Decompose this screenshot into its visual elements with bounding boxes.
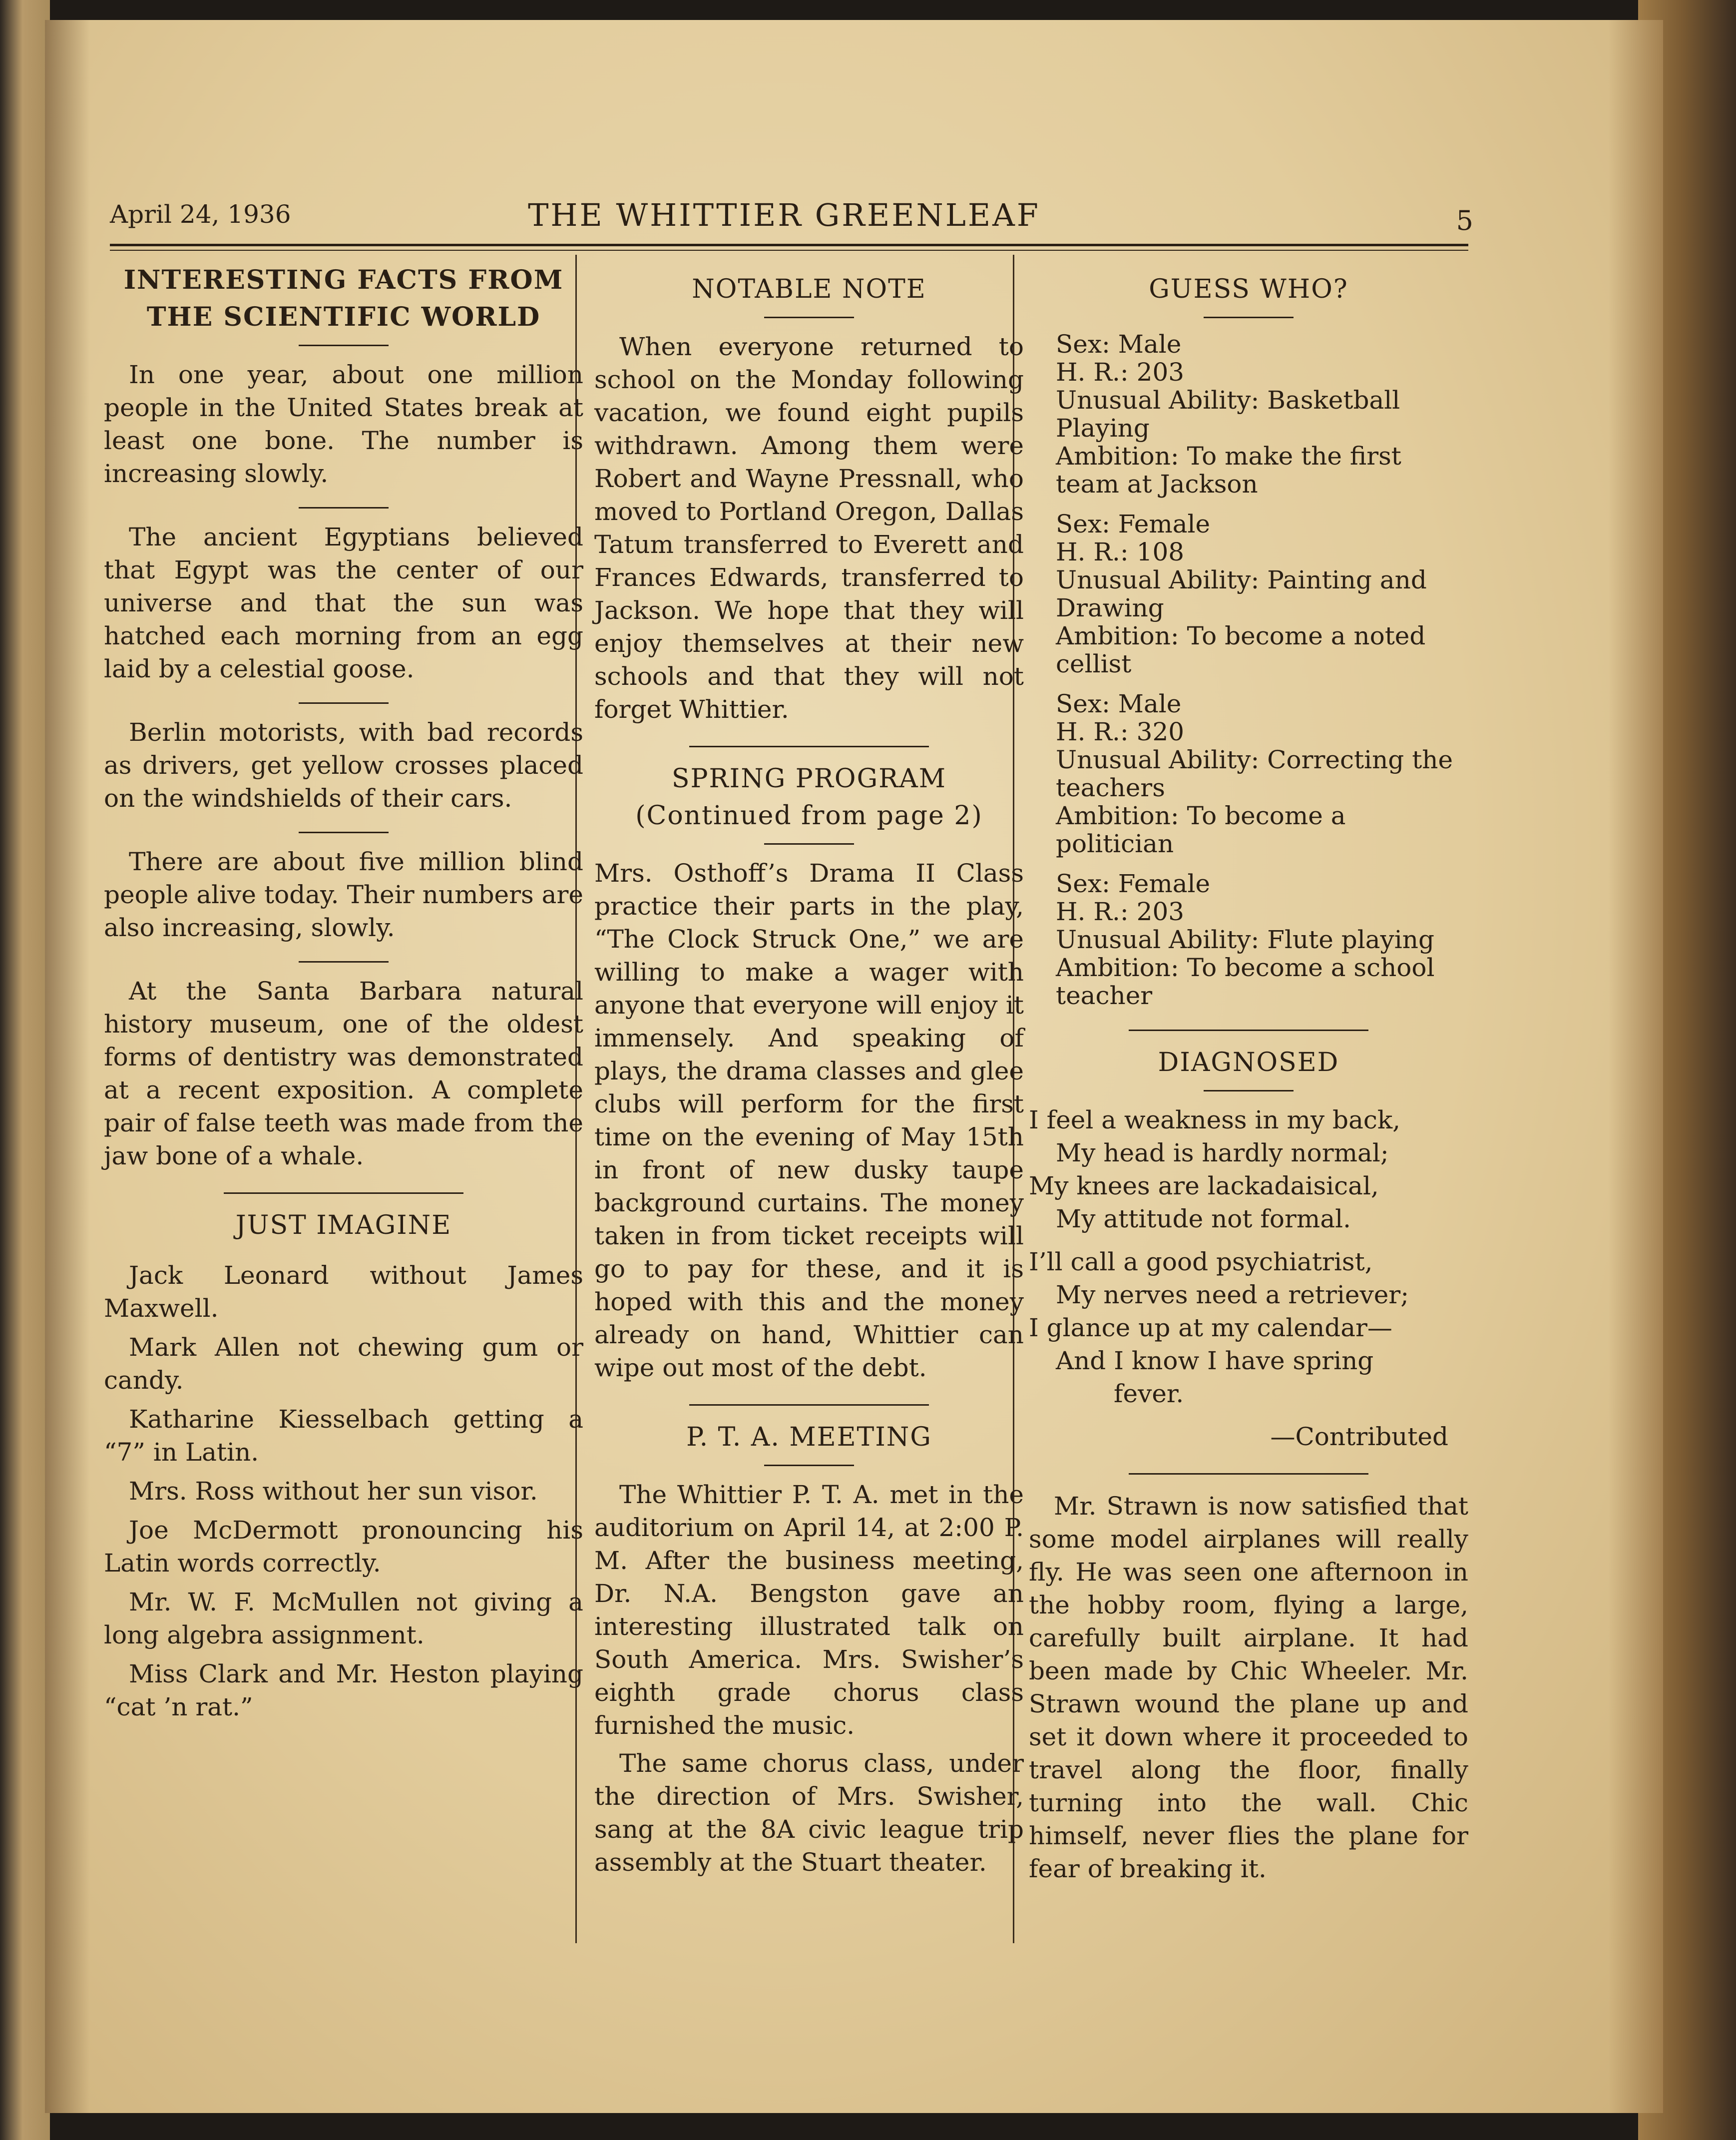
poem-line: My head is hardly normal; [1056, 1138, 1389, 1167]
divider [1204, 317, 1294, 318]
imagine-item: Mark Allen not chewing gum or candy. [104, 1333, 583, 1395]
spring-heading: SPRING PROGRAM [671, 764, 947, 794]
pta-paragraph: The Whittier P. T. A. met in the auditorium on April 14, at 2:00 P. M. After the business meeting, Dr. N.A. Bengston gave an interesting illustrated talk on South America. Mrs. Swisher’s eighth grade chorus class furnished the music. [594, 1480, 1024, 1740]
poem-line: My attitude not formal. [1056, 1204, 1351, 1233]
guess-ambition: Ambition: To make the first team at Jackson [1056, 442, 1401, 499]
fact-paragraph: The ancient Egyptians believed that Egypt was the center of our universe and that the sun was hatched each morning from an egg laid by a celestial goose. [104, 523, 583, 683]
imagine-item: Joe McDermott pronouncing his Latin words correctly. [104, 1516, 583, 1578]
divider [1204, 1090, 1294, 1091]
article-guess-who [1029, 273, 1468, 1010]
guess-entry [1029, 870, 1468, 1010]
imagine-item: Mrs. Ross without her sun visor. [129, 1477, 538, 1506]
divider [299, 507, 389, 509]
masthead-date: April 24, 1936 [110, 200, 291, 229]
column-1 [104, 260, 583, 1729]
guess-sex: Sex: Female [1056, 869, 1211, 898]
guess-homeroom: H. R.: 203 [1056, 897, 1185, 926]
guess-entry [1029, 330, 1468, 498]
poem-line: I’ll call a good psychiatrist, [1029, 1247, 1373, 1276]
section-divider [1129, 1030, 1368, 1031]
spring-subheading: (Continued from page 2) [635, 801, 983, 831]
imagine-item: Katharine Kiesselbach getting a “7” in Latin. [104, 1405, 583, 1467]
pta-paragraph: The same chorus class, under the direction of Mrs. Swisher, sang at the 8A civic league trip assembly at the Stuart theater. [594, 1749, 1024, 1877]
diagnosed-heading: DIAGNOSED [1158, 1048, 1339, 1077]
notable-body: When everyone returned to school on the Monday following vacation, we found eight pupils withdrawn. Among them were Robert and Wayne Pressnall, who moved to Portland Oregon, Dallas Tatum transferred to Everett and Frances Edwards, transferred to Jackson. We hope that they will enjoy themselves at their new schools and that they will not forget Whittier. [594, 332, 1024, 724]
divider [299, 832, 389, 833]
fact-paragraph: There are about five million blind people alive today. Their numbers are also increasing, slowly. [104, 847, 583, 942]
guess-ability: Unusual Ability: Flute playing [1056, 925, 1434, 954]
masthead-rule [110, 244, 1468, 246]
poem-line: And I know I have spring [1056, 1346, 1374, 1375]
guess-ambition: Ambition: To become a politician [1056, 801, 1346, 858]
fact-paragraph: At the Santa Barbara natural history museum, one of the oldest forms of dentistry was demonstrated at a recent exposition. A complete pair of false teeth was made from the jaw bone of a whale. [104, 977, 583, 1170]
article-pta-meeting [594, 1421, 1024, 1879]
poem-line: fever. [1114, 1379, 1184, 1408]
section-divider [224, 1192, 463, 1194]
section-divider [1129, 1473, 1368, 1475]
imagine-item: Jack Leonard without James Maxwell. [104, 1261, 583, 1323]
guess-homeroom: H. R.: 108 [1056, 537, 1185, 566]
guess-sex: Sex: Male [1056, 330, 1182, 359]
imagine-heading: JUST IMAGINE [235, 1210, 452, 1240]
divider [299, 961, 389, 963]
divider [764, 317, 854, 318]
masthead [110, 180, 1473, 240]
imagine-item: Miss Clark and Mr. Heston playing “cat ’n rat.” [104, 1659, 583, 1721]
gutter-shadow [45, 20, 90, 2113]
guess-heading: GUESS WHO? [1149, 274, 1348, 304]
article-just-imagine [104, 1209, 583, 1723]
imagine-item: Mr. W. F. McMullen not giving a long algebra assignment. [104, 1588, 583, 1649]
article-model-airplanes [1029, 1490, 1468, 1885]
column-3 [1029, 260, 1468, 1902]
poem-line: My nerves need a retriever; [1056, 1280, 1409, 1309]
strawn-body: Mr. Strawn is now satisfied that some model airplanes will really fly. He was seen one afternoon in the hobby room, flying a large, carefully built airplane. It had been made by Chic Wheeler. Mr. Strawn wound the plane up and set it down where it proceeded to travel along the floor, finally turning into the wall. Chic himself, never flies the plane for fear of breaking it. [1029, 1492, 1468, 1883]
article-spring-program [594, 762, 1024, 1384]
masthead-title: THE WHITTIER GREENLEAF [528, 197, 1040, 233]
binding-left-edge [0, 0, 50, 2140]
divider [764, 1465, 854, 1466]
divider [299, 345, 389, 346]
notable-heading: NOTABLE NOTE [692, 274, 926, 304]
pta-heading: P. T. A. MEETING [686, 1422, 932, 1452]
guess-ambition: Ambition: To become a noted cellist [1056, 621, 1426, 678]
divider [764, 843, 854, 845]
fact-paragraph: Berlin motorists, with bad records as drivers, get yellow crosses placed on the windshields of their cars. [104, 718, 583, 813]
newspaper-page [45, 20, 1663, 2113]
section-divider [689, 1404, 929, 1406]
guess-sex: Sex: Female [1056, 510, 1211, 538]
guess-entry [1029, 510, 1468, 678]
guess-ability: Unusual Ability: Correcting the teachers [1056, 745, 1453, 802]
poem-diagnosed [1029, 1046, 1468, 1453]
poem-line: My knees are lackadaisical, [1029, 1171, 1379, 1200]
scientific-heading-line-2: THE SCIENTIFIC WORLD [146, 302, 541, 332]
scientific-heading-line-1: INTERESTING FACTS FROM [123, 265, 564, 295]
page-number: 5 [1456, 205, 1473, 236]
section-divider [689, 746, 929, 747]
column-2 [594, 260, 1024, 1896]
fact-paragraph: In one year, about one million people in the United States break at least one bone. The number is increasing slowly. [104, 360, 583, 488]
guess-ability: Unusual Ability: Basketball Playing [1056, 386, 1400, 443]
article-notable-note [594, 273, 1024, 726]
poem-stanza [1029, 1245, 1468, 1410]
masthead-rule-thin [110, 250, 1468, 251]
poem-stanza [1029, 1103, 1468, 1235]
guess-ability: Unusual Ability: Painting and Drawing [1056, 565, 1427, 622]
spring-body: Mrs. Osthoff’s Drama II Class practice their parts in the play, “The Clock Struck One,” we are willing to make a wager with anyone that everyone will enjoy it immensely. And speaking of plays, the drama classes and glee clubs will perform for the first time on the evening of May 15th in front of new dusky taupe background curtains. The money taken in from ticket receipts will go to pay for these, and it is hoped with this and the money already on hand, Whittier can wipe out most of the debt. [594, 859, 1024, 1382]
guess-ambition: Ambition: To become a school teacher [1056, 953, 1435, 1010]
guess-sex: Sex: Male [1056, 689, 1182, 718]
poem-line: I feel a weakness in my back, [1029, 1105, 1401, 1134]
poem-line: I glance up at my calendar— [1029, 1313, 1392, 1342]
article-scientific-facts [104, 264, 583, 1172]
divider [299, 702, 389, 704]
guess-entry [1029, 690, 1468, 858]
poem-credit: —Contributed [1270, 1422, 1448, 1451]
page-edge-shadow [1608, 20, 1663, 2113]
guess-homeroom: H. R.: 320 [1056, 717, 1185, 746]
guess-homeroom: H. R.: 203 [1056, 358, 1185, 387]
